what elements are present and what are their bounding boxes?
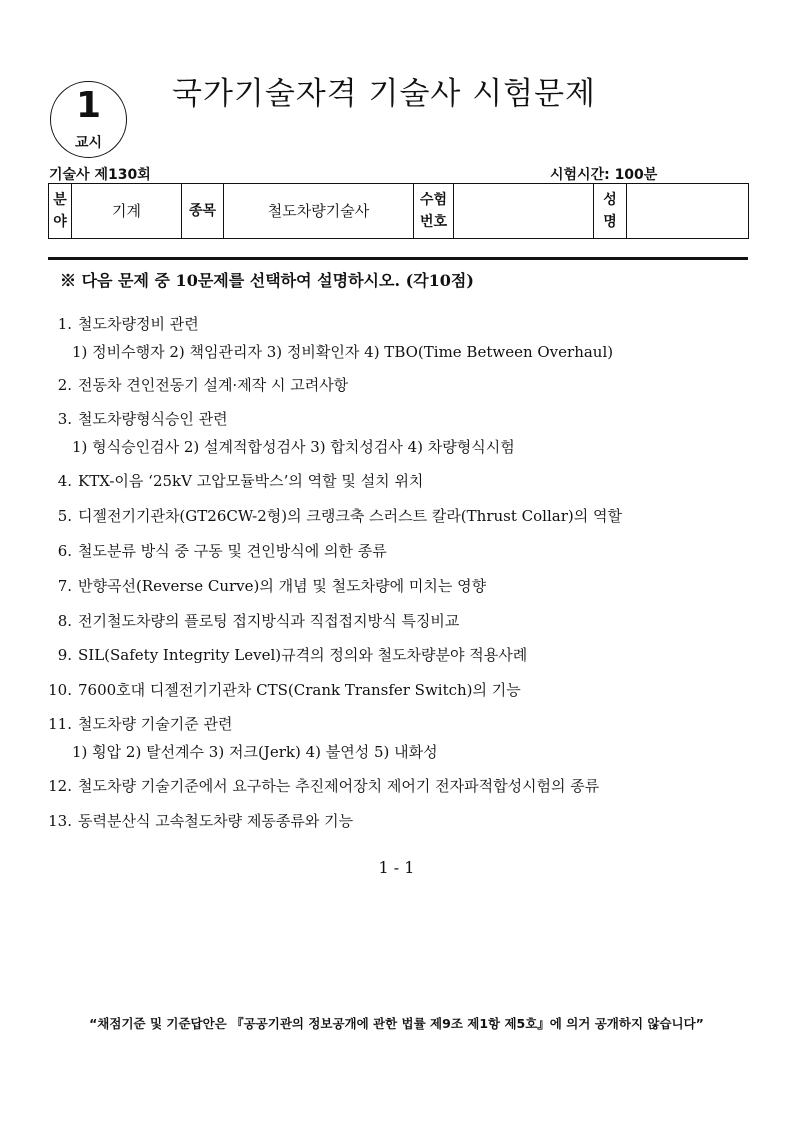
- question-text: 전기철도차량의 플로팅 접지방식과 직접접지방식 특징비교: [78, 612, 460, 630]
- question-item: [44, 505, 622, 526]
- question-sub-items: 1) 형식승인검사 2) 설계적합성검사 3) 합치성검사 4) 차량형식시험: [72, 438, 515, 456]
- question-item: [44, 313, 199, 334]
- question-number: 5.: [57, 507, 72, 525]
- question-text: 디젤전기기관차(GT26CW-2형)의 크랭크축 스러스트 칼라(Thrust Collar)의 역할: [78, 507, 622, 525]
- question-number: 4.: [57, 472, 72, 490]
- question-text: 반향곡선(Reverse Curve)의 개념 및 철도차량에 미치는 영향: [78, 577, 487, 595]
- question-text: 7600호대 디젤전기기관차 CTS(Crank Transfer Switch)의 기능: [78, 681, 521, 699]
- question-sub-items: 1) 정비수행자 2) 책임관리자 3) 정비확인자 4) TBO(Time Between Overhaul): [72, 343, 614, 361]
- question-item: [44, 470, 423, 491]
- question-number: 6.: [57, 542, 72, 560]
- question-number: 12.: [48, 777, 72, 795]
- question-text: KTX-이음 ‘25kV 고압모듈박스’의 역할 및 설치 위치: [78, 472, 424, 490]
- question-number: 3.: [57, 410, 72, 428]
- question-text: SIL(Safety Integrity Level)규격의 정의와 철도차량분야 적용사례: [78, 646, 528, 664]
- question-text: 동력분산식 고속철도차량 제동종류와 기능: [78, 812, 354, 830]
- question-item: [44, 679, 521, 700]
- session-badge: [50, 81, 127, 158]
- question-text: 철도차량 기술기준 관련: [78, 715, 233, 733]
- name-label: 성 명: [594, 184, 627, 239]
- name-field[interactable]: [627, 184, 749, 239]
- question-number: 2.: [57, 376, 72, 394]
- page-title: 국가기술자격 기술사 시험문제: [172, 76, 597, 112]
- question-number: 13.: [48, 812, 72, 830]
- question-item: [44, 575, 486, 596]
- question-item: [44, 810, 353, 831]
- question-text: 철도차량정비 관련: [78, 315, 199, 333]
- type-label: 종목: [182, 184, 224, 239]
- exam-round: 기술사 제130회: [49, 167, 151, 183]
- question-number: 11.: [48, 715, 72, 733]
- session-label: 교시: [74, 135, 103, 151]
- exam-number-field[interactable]: [454, 184, 594, 239]
- question-sub-items: 1) 횡압 2) 탈선계수 3) 저크(Jerk) 4) 불연성 5) 내화성: [72, 743, 438, 761]
- instruction: ※ 다음 문제 중 10문제를 선택하여 설명하시오. (각10점): [60, 271, 474, 290]
- footer-notice: “채점기준 및 기준답안은 『공공기관의 정보공개에 관한 법률 제9조 제1항 제5호』에 의거 공개하지 않습니다”: [89, 1016, 704, 1031]
- question-item: [44, 644, 527, 665]
- question-number: 10.: [48, 681, 72, 699]
- question-item: [44, 540, 387, 561]
- question-item: [44, 374, 348, 395]
- page-number: 1 - 1: [378, 858, 415, 877]
- question-number: 7.: [57, 577, 72, 595]
- question-item: [44, 713, 232, 734]
- question-number: 9.: [57, 646, 72, 664]
- question-item: [44, 610, 459, 631]
- question-number: 8.: [57, 612, 72, 630]
- question-text: 철도차량형식승인 관련: [78, 410, 228, 428]
- exam-number-label: 수험 번호: [414, 184, 454, 239]
- question-item: [44, 408, 228, 429]
- divider: [48, 257, 748, 260]
- info-table: [48, 183, 749, 239]
- field-value: 기계: [72, 184, 182, 239]
- question-text: 전동차 견인전동기 설계·제작 시 고려사항: [78, 376, 349, 394]
- question-text: 철도차량 기술기준에서 요구하는 추진제어장치 제어기 전자파적합성시험의 종류: [78, 777, 600, 795]
- question-item: [44, 775, 599, 796]
- question-text: 철도분류 방식 중 구동 및 견인방식에 의한 종류: [78, 542, 387, 560]
- exam-time: 시험시간: 100분: [550, 167, 658, 183]
- type-value: 철도차량기술사: [224, 184, 414, 239]
- question-number: 1.: [57, 315, 72, 333]
- session-number: 1: [75, 85, 102, 126]
- field-label: 분 야: [49, 184, 72, 239]
